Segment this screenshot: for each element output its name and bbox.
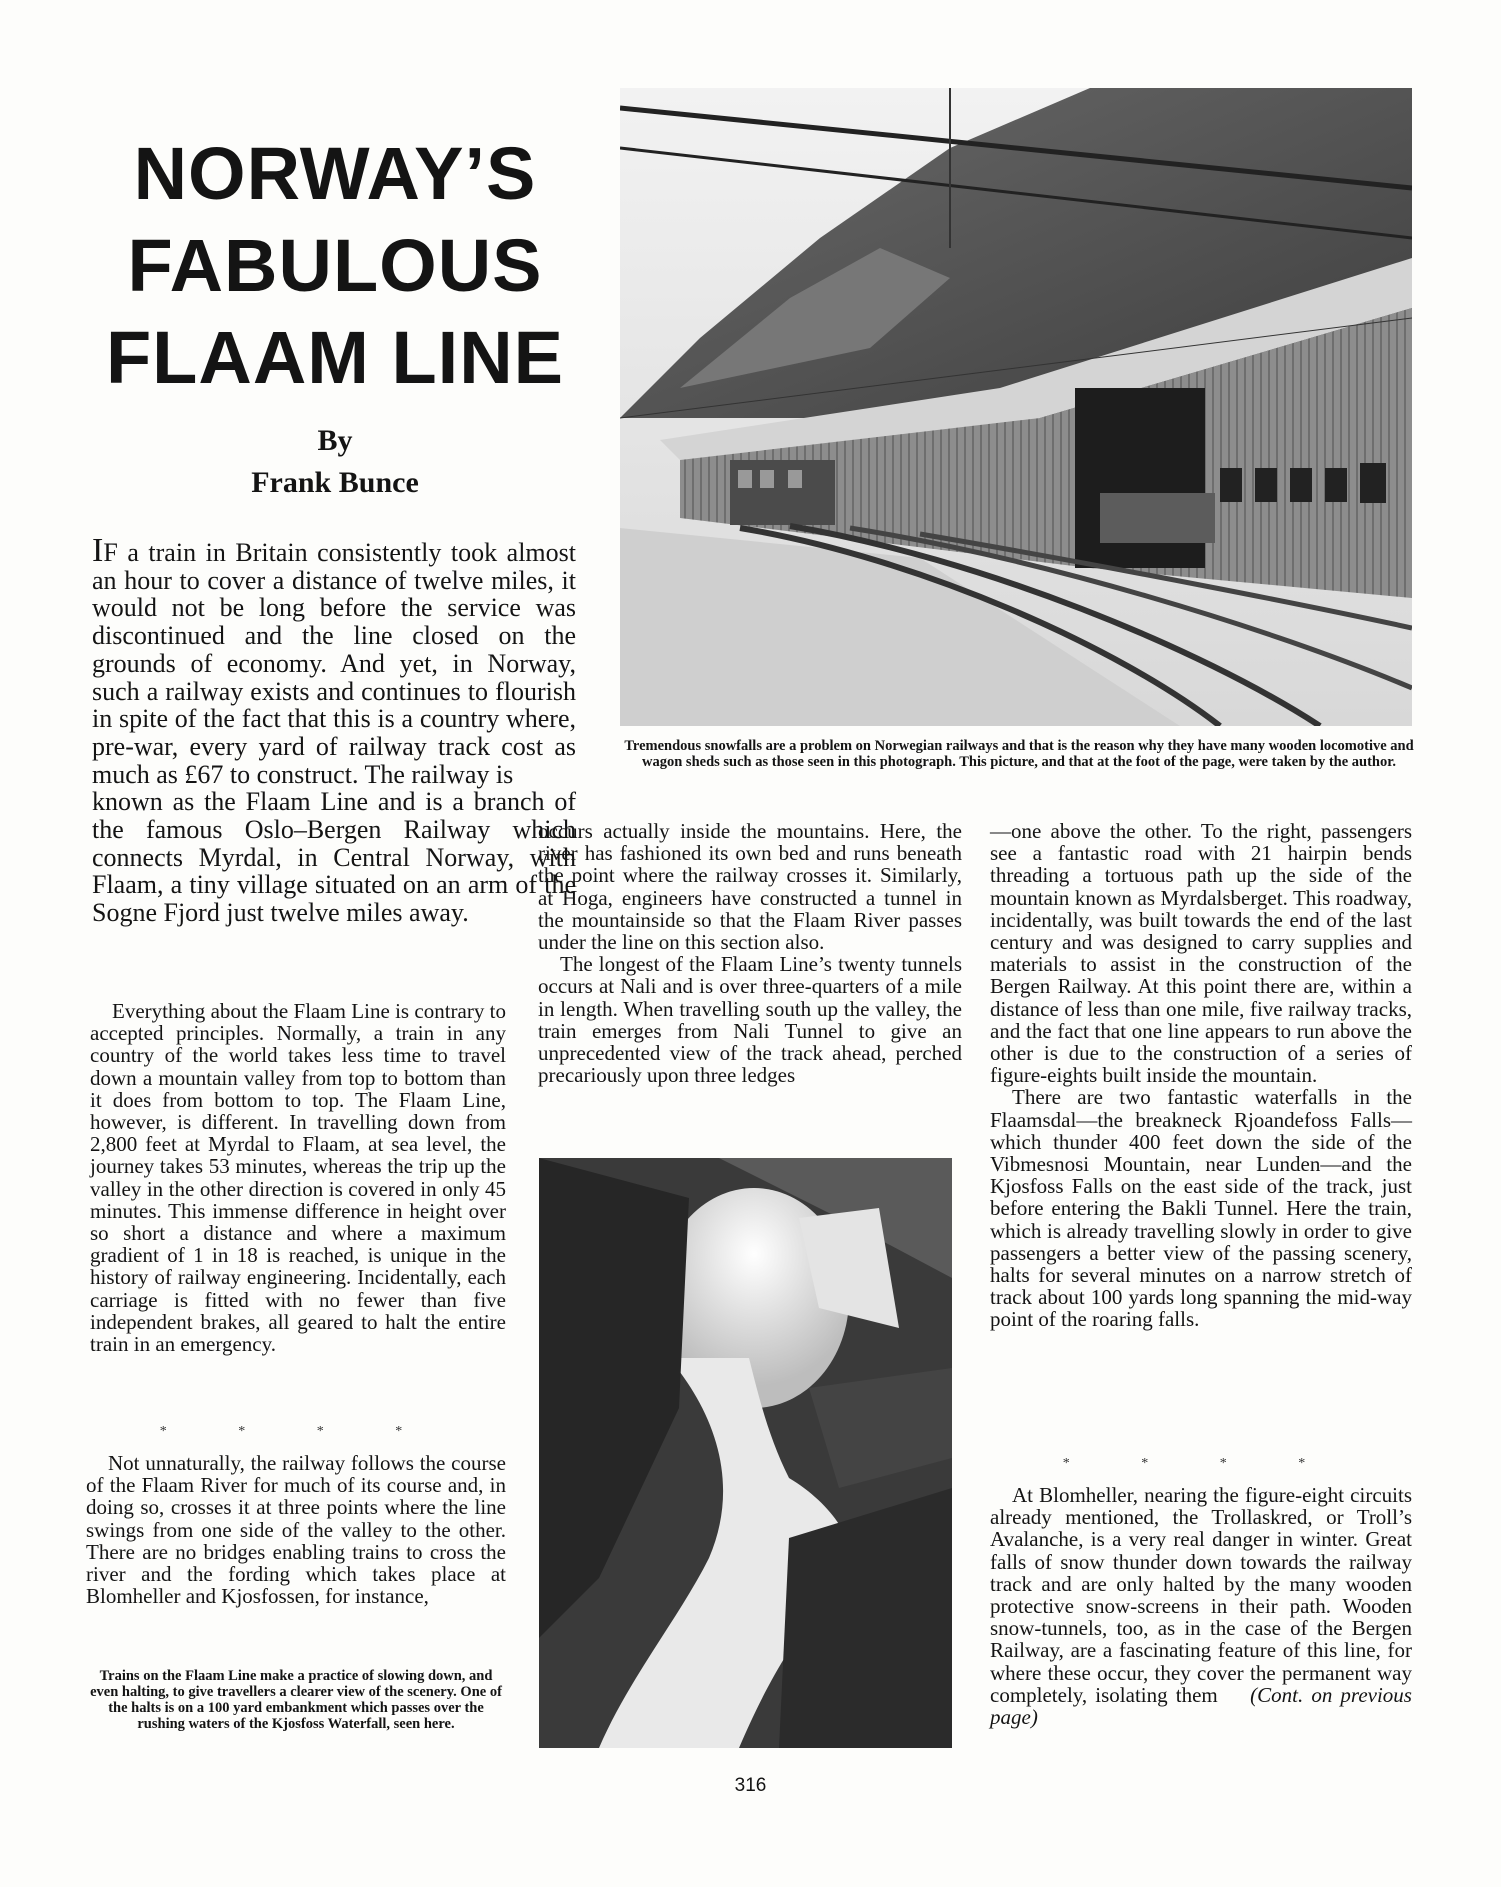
column-3-upper: [990, 820, 1412, 1331]
photo-snow-sheds: [620, 88, 1412, 726]
section-break-stars: * * * *: [1062, 1456, 1340, 1471]
column-1-lower: [86, 1452, 506, 1607]
lead-text-b: known as the Flaam Line and is a branch of the famous Oslo–Bergen Railway which connects Myrdal, in Central Norway, with Flaam, a tiny village situated on an arm of the Sogne Fjord just twelve miles away.: [92, 787, 576, 928]
continued-note: (Cont. on previous page): [990, 1682, 1412, 1730]
paragraph: occurs actually inside the mountains. Here, the river has fashioned its own bed and runs beneath the point where the railway crosses it. Similarly, at Hoga, engineers have constructed a tunnel in the mountainside so that the Flaam River passes under the line on this section also.: [538, 819, 962, 955]
lead-paragraph: [92, 532, 576, 928]
byline-by: By: [317, 424, 353, 457]
paragraph: Everything about the Flaam Line is contrary to accepted principles. Normally, a train in any country of the world takes less time to travel down a mountain valley from top to bottom than it does from bottom to top. The Flaam Line, however, is different. In travelling down from 2,800 feet at Myrdal to Flaam, at sea level, the journey takes 53 minutes, whereas the trip up the valley in the other direction is covered in only 45 minutes. This immense difference in height over so short a distance and where a maximum gradient of 1 in 18 is reached, is unique in the history of railway engineering. Incidentally, each carriage is fitted with no fewer than five independent brakes, all geared to halt the entire train in an emergency.: [90, 999, 506, 1357]
paragraph: [990, 1484, 1412, 1728]
title-line: NORWAY’S: [133, 132, 537, 215]
paragraph-body: At Blomheller, nearing the figure-eight circuits already mentioned, the Trollaskred, or Troll’s Avalanche, is a very real danger in winter. Great falls of snow thunder down towards the railway track and are only halted by the many wooden protective snow-screens in their path. Wooden snow-tunnels, too, as in the case of the Bergen Railway, are a fascinating feature of this line, for where these occur, they cover the permanent way completely, isolating them: [990, 1483, 1412, 1707]
photo-caption-top: Tremendous snowfalls are a problem on Norwegian railways and that is the reason why they have many wooden locomotive and wagon sheds such as those seen in this photograph. This picture, and that at the foot of the page, were taken by the author.: [624, 738, 1414, 770]
paragraph: There are two fantastic waterfalls in the Flaamsdal—the breakneck Rjoandefoss Falls—which thunder 400 feet down the side of the Vibmesnosi Mountain, near Lunden—and the Kjosfoss Falls on the east side of the track, just before entering the Bakli Tunnel. Here the train, which is already travelling slowly in order to give passengers a better view of the passing scenery, halts for several minutes on a narrow stretch of track about 100 yards long spanning the mid-way point of the roaring falls.: [990, 1085, 1412, 1332]
title-line: FLAAM LINE: [105, 316, 565, 399]
photo-caption-bottom: Trains on the Flaam Line make a practice of slowing down, and even halting, to give travellers a clearer view of the scenery. One of the halts is on a 100 yard embankment which passes over the rushing waters of the Kjosfoss Waterfall, seen here.: [90, 1668, 502, 1732]
photo-waterfall: [539, 1158, 952, 1748]
byline: [180, 420, 490, 504]
column-1-upper: [90, 1000, 506, 1355]
byline-author: Frank Bunce: [251, 466, 419, 499]
paragraph: The longest of the Flaam Line’s twenty tunnels occurs at Nali and is over three-quarters of a mile in length. When travelling south up the valley, the train emerges from Nali Tunnel to give an unprecedented view of the track ahead, perched precariously upon three ledges: [538, 952, 962, 1088]
article-title: [90, 128, 580, 404]
lead-text-a: [92, 532, 576, 789]
column-3-lower: [990, 1484, 1412, 1728]
column-2: [538, 820, 962, 1086]
title-line: FABULOUS: [127, 224, 543, 307]
drop-cap: I: [92, 532, 104, 569]
lead-text-a-body: F a train in Britain consistently took almost an hour to cover a distance of twelve miles, it would not be long before the service was discontinued and the line closed on the grounds of economy. And yet, in Norway, such a railway exists and continues to flourish in spite of the fact that this is a country where, pre-war, every yard of railway track cost as much as £67 to construct. The railway is: [92, 538, 576, 789]
paragraph: —one above the other. To the right, passengers see a fantastic road with 21 hairpin bends threading a tortuous path up the side of the mountain known as Myrdalsberget. This roadway, incidentally, was built towards the end of the last century and was designed to carry supplies and materials to assist in the construction of the Bergen Railway. At this point there are, within a distance of less than one mile, five railway tracks, and the fact that one line appears to run above the other is due to the construction of a series of figure-eights built inside the mountain.: [990, 819, 1412, 1088]
page-number: 316: [734, 1775, 767, 1796]
section-break-stars: * * * *: [159, 1424, 437, 1439]
paragraph: Not unnaturally, the railway follows the course of the Flaam River for much of its course and, in doing so, crosses it at three points where the line swings from one side of the valley to the other. There are no bridges enabling trains to cross the river and the fording which takes place at Blomheller and Kjosfossen, for instance,: [86, 1451, 506, 1609]
